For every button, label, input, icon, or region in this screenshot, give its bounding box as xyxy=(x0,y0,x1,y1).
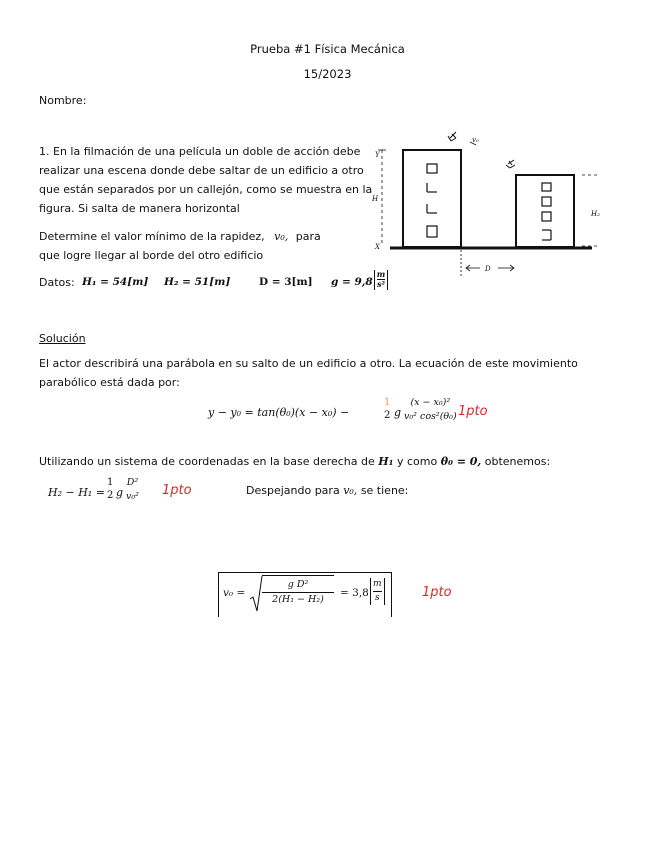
result-box xyxy=(218,572,392,617)
fig-label-h: H xyxy=(372,195,379,203)
name-label: Nombre: xyxy=(39,94,87,107)
result-points: 1pto xyxy=(422,585,452,600)
eq1-half-den: 2 xyxy=(384,410,391,421)
solution-para1-line1: El actor describirá una parábola en su salto de un edificio a otro. La ecuación de este movimiento xyxy=(39,357,578,370)
result-unit xyxy=(370,578,385,605)
solution-para2 xyxy=(39,455,550,468)
question-var: v₀, xyxy=(274,230,289,243)
despejando-var: v₀, xyxy=(343,484,358,497)
eq2-frac-num: D² xyxy=(126,477,139,488)
buildings-figure xyxy=(370,128,620,278)
eq1-half xyxy=(384,396,390,422)
datos-d: D = 3[m] xyxy=(259,276,313,288)
problem-statement xyxy=(39,142,372,218)
fig-label-v: v₀ xyxy=(472,136,479,144)
solution-heading: Solución xyxy=(39,332,86,345)
question-end: para xyxy=(295,230,321,243)
para2-theta: θ₀ = 0, xyxy=(440,455,482,468)
result-lhs: v₀ = xyxy=(223,587,246,599)
statement-line-1: 1. En la filmación de una película un doble de acción debe xyxy=(39,145,361,158)
despejando-end: se tiene: xyxy=(360,484,409,497)
eq1-half-num: 1 xyxy=(384,397,391,408)
eq2-half-den: 2 xyxy=(107,490,114,501)
result-unit-den: s xyxy=(374,593,380,603)
fig-label-y-top: Y xyxy=(375,151,380,159)
eq2-half-num: 1 xyxy=(107,477,114,488)
question-line-2: que logre llegar al borde del otro edificio xyxy=(39,249,264,262)
eq1-points: 1pto xyxy=(458,404,488,419)
eq1-lhs: y − y₀ = tan(θ₀)(x − x₀) − xyxy=(208,406,350,419)
despejando-text: Despejando para xyxy=(246,484,340,497)
page-date: 15/2023 xyxy=(303,67,352,81)
para2-mid: y como xyxy=(397,455,438,468)
eq1-frac xyxy=(404,396,457,424)
para2-var: H₁ xyxy=(378,455,394,468)
eq2-points: 1pto xyxy=(162,483,192,498)
question-line-1 xyxy=(39,230,321,243)
result-num: g D² xyxy=(262,578,334,593)
datos-g-prefix: g = 9,8 xyxy=(331,276,373,288)
solution-para1-line2: parabólico está dada por: xyxy=(39,376,180,389)
eq2-g: g xyxy=(116,486,124,499)
eq2-frac-den: v₀² xyxy=(126,491,139,502)
datos-label: Datos: xyxy=(39,276,75,289)
eq1-frac-den: v₀² cos²(θ₀) xyxy=(404,411,457,422)
fig-label-x: X xyxy=(375,243,380,251)
eq1-frac-num: (x − x₀)² xyxy=(410,397,451,408)
eq1-g: g xyxy=(394,406,402,419)
datos-h2: H₂ = 51[m] xyxy=(164,276,231,288)
fig-label-d: D xyxy=(485,265,491,273)
page-title: Prueba #1 Física Mecánica xyxy=(250,42,405,56)
result-unit-num: m xyxy=(373,578,382,592)
question-text: Determine el valor mínimo de la rapidez, xyxy=(39,230,265,243)
fig-label-h2: H₂ xyxy=(591,210,600,218)
eq2-half xyxy=(107,476,113,502)
statement-line-2: realizar una escena donde debe saltar de un edificio a otro xyxy=(39,164,364,177)
result-den: 2(H₁ − H₂) xyxy=(272,594,324,605)
despejando-line xyxy=(246,484,408,497)
statement-line-4: figura. Si salta de manera horizontal xyxy=(39,202,240,215)
result-val: = 3,8 xyxy=(340,587,369,599)
para2-end: obtenemos: xyxy=(484,455,551,468)
eq2-frac xyxy=(126,476,139,504)
para2-start: Utilizando un sistema de coordenadas en la base derecha de xyxy=(39,455,375,468)
datos-h1: H₁ = 54[m] xyxy=(82,276,149,288)
datos-g-unit-num: m xyxy=(376,269,386,279)
statement-line-3: que están separados por un callejón, como se muestra en la xyxy=(39,183,373,196)
datos-g-unit-den: s² xyxy=(376,279,385,289)
eq2-lhs: H₂ − H₁ = xyxy=(48,486,105,499)
